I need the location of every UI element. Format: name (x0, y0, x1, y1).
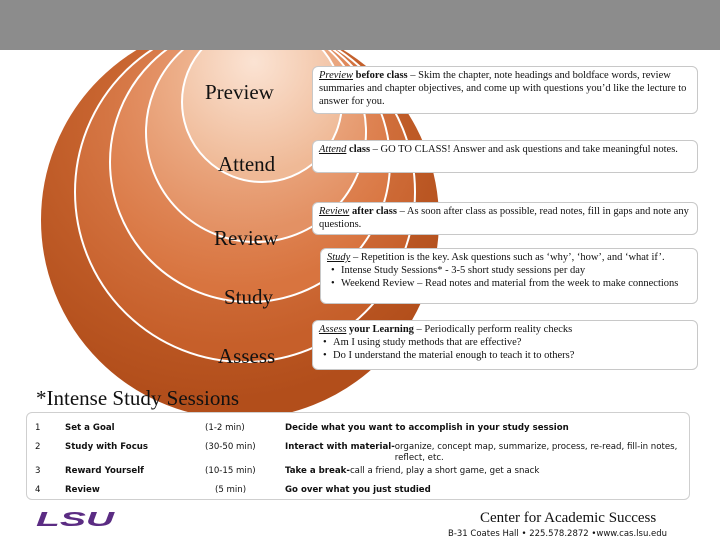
row-description (285, 485, 685, 496)
attend-description (312, 140, 698, 173)
row-number: 2 (35, 442, 41, 452)
stage-attend: Attend (218, 152, 276, 176)
row-step: Reward Yourself (65, 466, 144, 476)
preview-text: – Skim the chapter, note headings and boldface words, review summaries and chapter objectives, and come up with questions you’d like the lecture to answer for you. (319, 70, 687, 107)
assess-term: Assess (319, 324, 347, 335)
row-step: Set a Goal (65, 423, 115, 433)
stage-study: Study (224, 285, 274, 309)
lsu-logo (36, 510, 116, 528)
preview-term-bold: before class (353, 70, 408, 81)
intense-study-heading: *Intense Study Sessions (36, 386, 240, 410)
row-description-bold: Decide what you want to accomplish in your study session (285, 423, 569, 433)
row-description (285, 442, 685, 463)
preview-description (312, 66, 698, 114)
row-number: 3 (35, 466, 41, 476)
review-term: Review (319, 206, 350, 217)
study-bullets (327, 264, 691, 290)
row-description-text: call a friend, play a short game, get a snack (349, 466, 540, 476)
row-step: Study with Focus (65, 442, 149, 452)
assess-bullet: • Am I using study methods that are effective? (333, 336, 691, 349)
study-bullet: • Intense Study Sessions* - 3-5 short study sessions per day (341, 264, 691, 277)
review-term-bold: after class (349, 206, 397, 217)
stage-review: Review (214, 226, 279, 250)
row-number: 4 (35, 485, 41, 495)
row-time: (1-2 min) (205, 423, 245, 433)
row-description-bold: Take a break- (285, 466, 350, 476)
row-time: (5 min) (215, 485, 247, 495)
row-description (285, 423, 685, 434)
row-time: (10-15 min) (205, 466, 256, 476)
assess-bullet: • Do I understand the material enough to teach it to others? (333, 349, 691, 362)
stage-assess: Assess (218, 344, 276, 368)
review-description (312, 202, 698, 235)
stage-preview: Preview (205, 80, 274, 104)
row-description-text: organize, concept map, summarize, process, re-read, fill-in notes, reflect, etc. (394, 442, 678, 463)
row-description (285, 466, 685, 477)
study-bullet: • Weekend Review – Read notes and material from the week to make connections (341, 277, 691, 290)
row-description-bold: Go over what you just studied (285, 485, 431, 495)
attend-text: – GO TO CLASS! Answer and ask questions and take meaningful notes. (370, 144, 678, 155)
lsu-logo-text: LSU (36, 510, 116, 528)
attend-term: Attend (319, 144, 347, 155)
row-step: Review (65, 485, 100, 495)
study-term: Study (327, 252, 351, 263)
study-text: – Repetition is the key. Ask questions such as ‘why’, ‘how’, and ‘what if’. (350, 252, 665, 263)
row-time: (30-50 min) (205, 442, 256, 452)
assess-description (312, 320, 698, 370)
center-name: Center for Academic Success (480, 510, 657, 526)
assess-bullets (319, 336, 691, 362)
center-address: B-31 Coates Hall • 225.578.2872 •www.cas.lsu.edu (448, 529, 668, 539)
assess-text: – Periodically perform reality checks (413, 324, 573, 335)
preview-term: Preview (319, 70, 354, 81)
row-number: 1 (35, 423, 41, 433)
attend-term-bold: class (346, 144, 371, 155)
assess-term-bold: your Learning (346, 324, 414, 335)
intense-study-table (26, 412, 690, 500)
row-description-bold: Interact with material- (285, 442, 395, 452)
study-description (320, 248, 698, 304)
review-text: – As soon after class as possible, read notes, fill in gaps and note any questions. (319, 206, 689, 230)
